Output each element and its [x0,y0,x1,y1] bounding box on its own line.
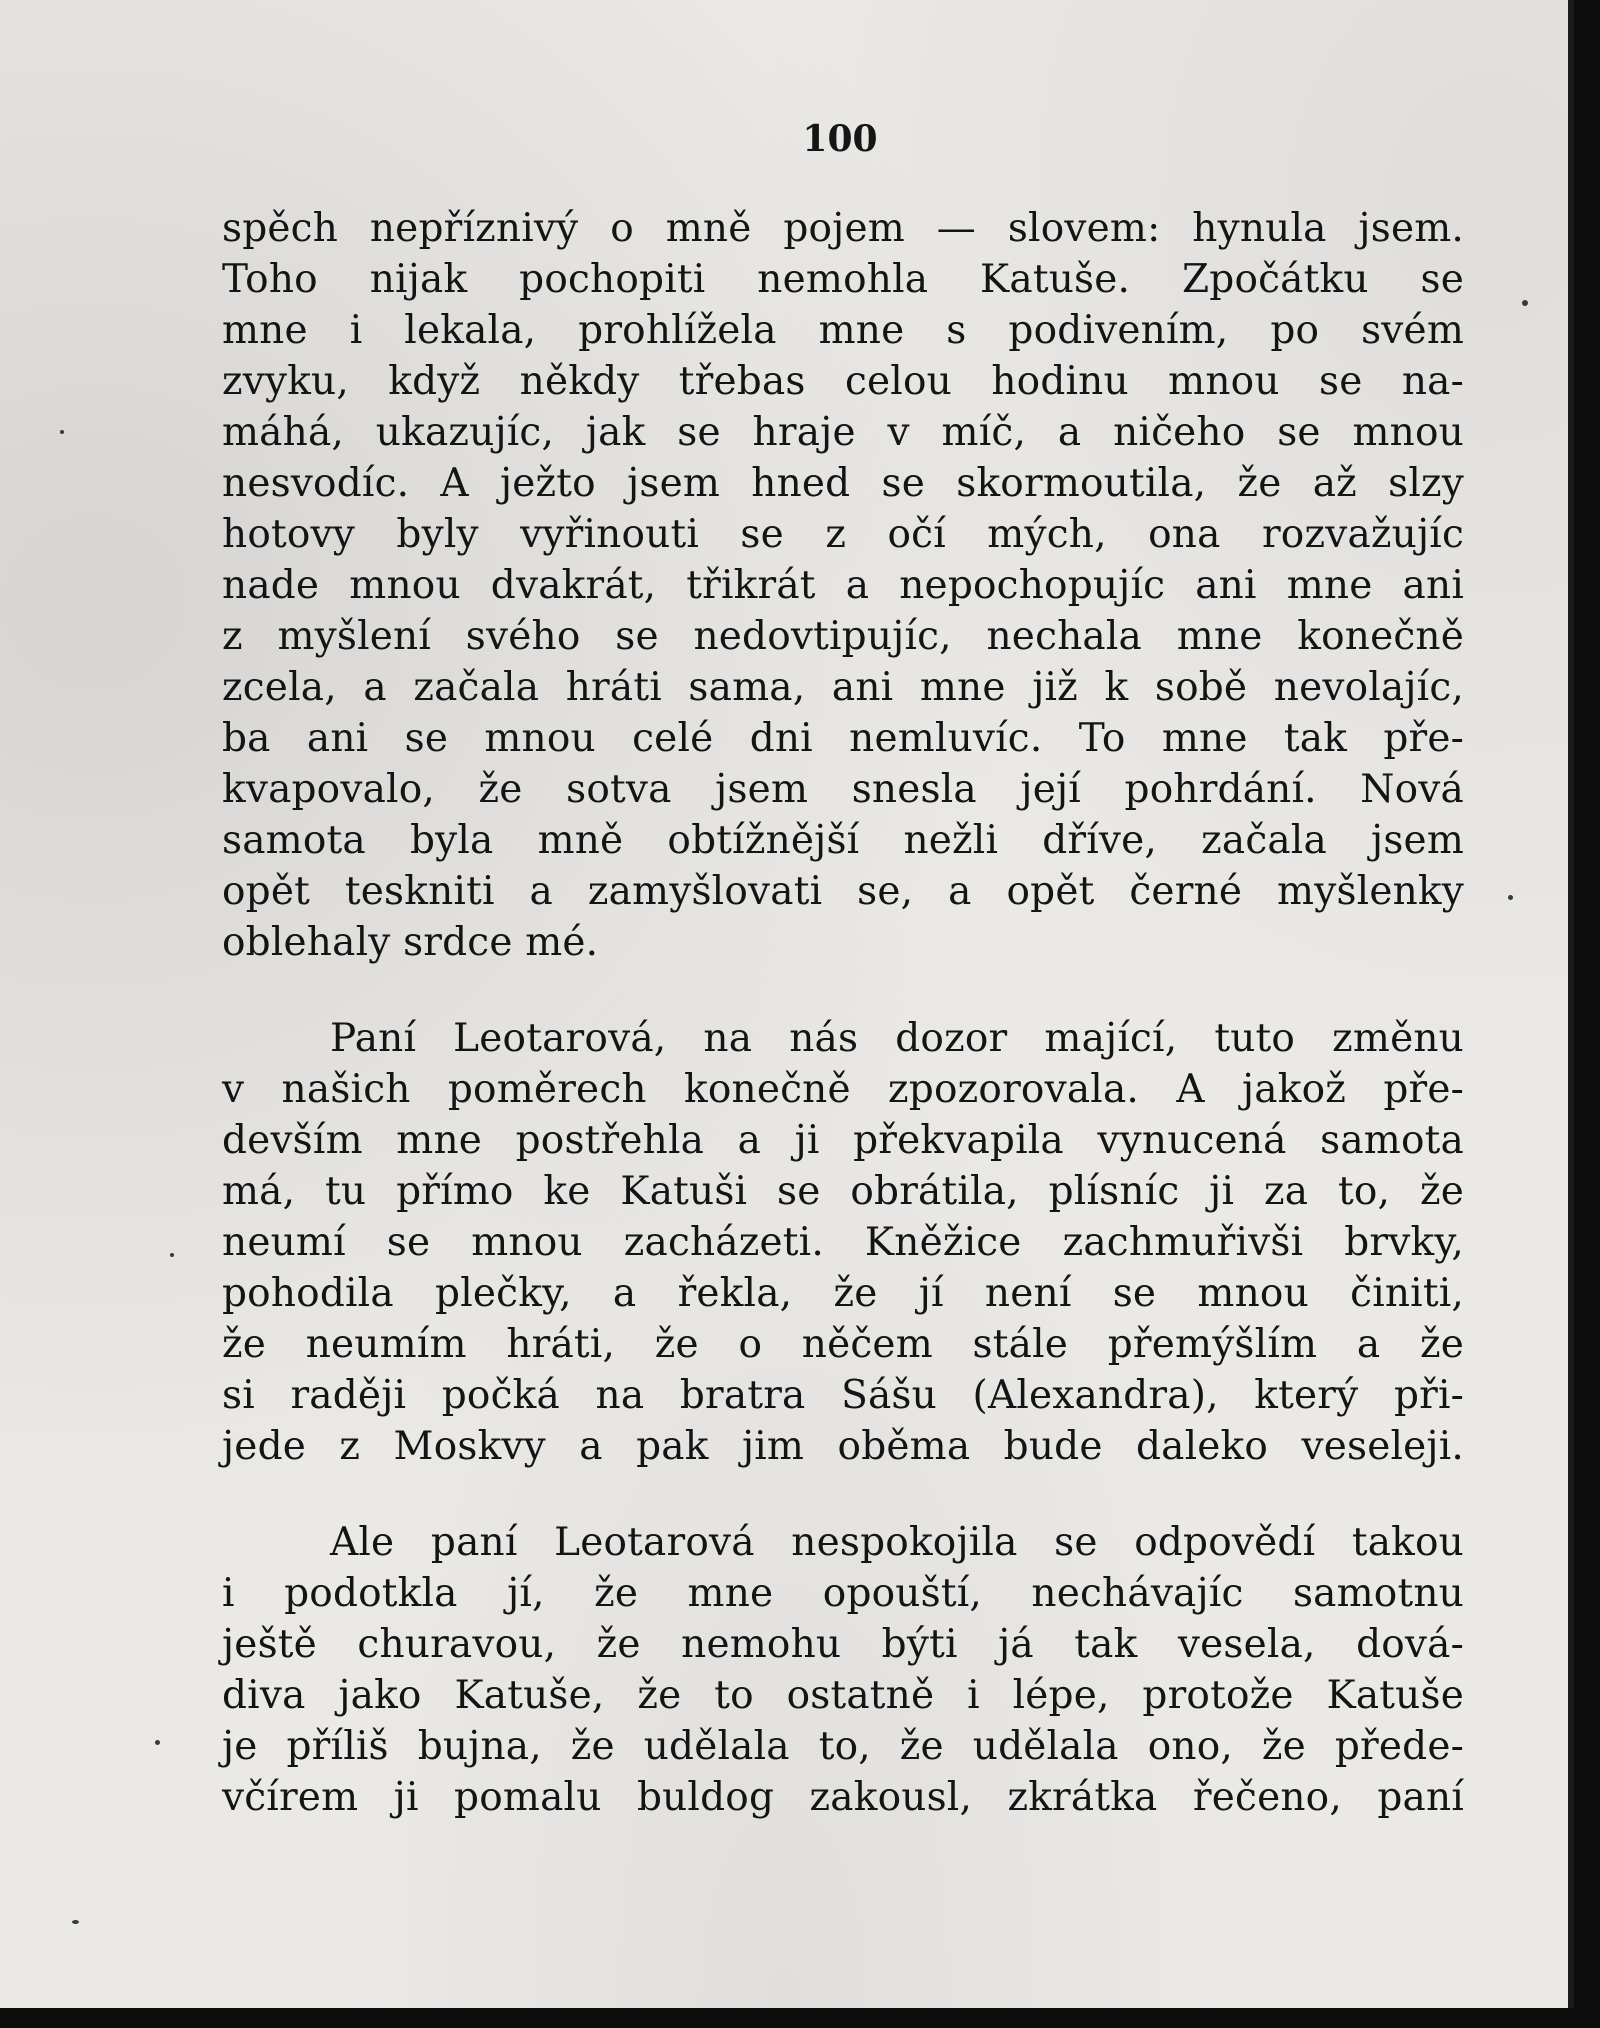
text-line: neumí se mnou zacházeti. Kněžice zachmuřivši brvky, [222,1220,1464,1265]
text-line: zcela, a začala hráti sama, ani mne již k sobě nevolajíc, [222,665,1464,710]
print-speck [1522,300,1528,306]
print-speck [155,1740,160,1745]
text-line: Paní Leotarová, na nás dozor mající, tuto změnu [330,1016,1464,1061]
text-line: má, tu přímo ke Katuši se obrátila, plísníc ji za to, že [222,1169,1464,1214]
text-line: z myšlení svého se nedovtipujíc, nechala mne konečně [222,614,1464,659]
paragraph-gap [222,968,1464,1013]
text-line: oblehaly srdce mé. [222,920,599,965]
paragraph-gap [222,1472,1464,1517]
page-number: 100 [802,118,878,160]
scan-edge-right [1574,0,1600,2028]
text-line: Toho nijak pochopiti nemohla Katuše. Zpočátku se [222,257,1464,302]
text-line: ba ani se mnou celé dni nemluvíc. To mne tak pře- [222,716,1464,761]
text-line: je příliš bujna, že udělala to, že udělala ono, že přede- [222,1724,1464,1769]
body-text [222,203,1464,1823]
text-line: jede z Moskvy a pak jim oběma bude daleko veseleji. [222,1424,1464,1469]
text-line: nade mnou dvakrát, třikrát a nepochopujíc ani mne ani [222,563,1464,608]
text-line: hotovy byly vyřinouti se z očí mých, ona rozvažujíc [222,512,1464,557]
text-line: i podotkla jí, že mne opouští, nechávajíc samotnu [222,1571,1464,1616]
text-line: opět teskniti a zamyšlovati se, a opět černé myšlenky [222,869,1464,914]
paragraph-3 [222,1517,1464,1823]
text-line: nesvodíc. A ježto jsem hned se skormoutila, že až slzy [222,461,1464,506]
text-line: kvapovalo, že sotva jsem snesla její pohrdání. Nová [222,767,1464,812]
text-line: zvyku, když někdy třebas celou hodinu mnou se na- [222,359,1464,404]
print-speck [72,1920,79,1924]
text-line: ještě churavou, že nemohu býti já tak vesela, dová- [222,1622,1464,1667]
print-speck [170,1253,174,1257]
paragraph-2 [222,1013,1464,1472]
scan-edge-bottom [0,2008,1600,2028]
print-speck [1508,895,1513,900]
text-line: v našich poměrech konečně zpozorovala. A jakož pře- [222,1067,1464,1112]
text-line: devším mne postřehla a ji překvapila vynucená samota [222,1118,1464,1163]
paragraph-1 [222,203,1464,968]
text-line: si raději počká na bratra Sášu (Alexandra), který při- [222,1373,1464,1418]
text-line: Ale paní Leotarová nespokojila se odpovědí takou [330,1520,1464,1565]
text-line: včírem ji pomalu buldog zakousl, zkrátka řečeno, paní [222,1775,1464,1820]
print-speck [60,430,64,434]
text-line: že neumím hráti, že o něčem stále přemýšlím a že [222,1322,1464,1367]
text-line: mne i lekala, prohlížela mne s podivením, po svém [222,308,1464,353]
text-line: samota byla mně obtížnější nežli dříve, začala jsem [222,818,1464,863]
text-line: diva jako Katuše, že to ostatně i lépe, protože Katuše [222,1673,1464,1718]
text-line: pohodila plečky, a řekla, že jí není se mnou činiti, [222,1271,1464,1316]
text-line: máhá, ukazujíc, jak se hraje v míč, a ničeho se mnou [222,410,1464,455]
text-line: spěch nepříznivý o mně pojem — slovem: hynula jsem. [222,206,1464,251]
